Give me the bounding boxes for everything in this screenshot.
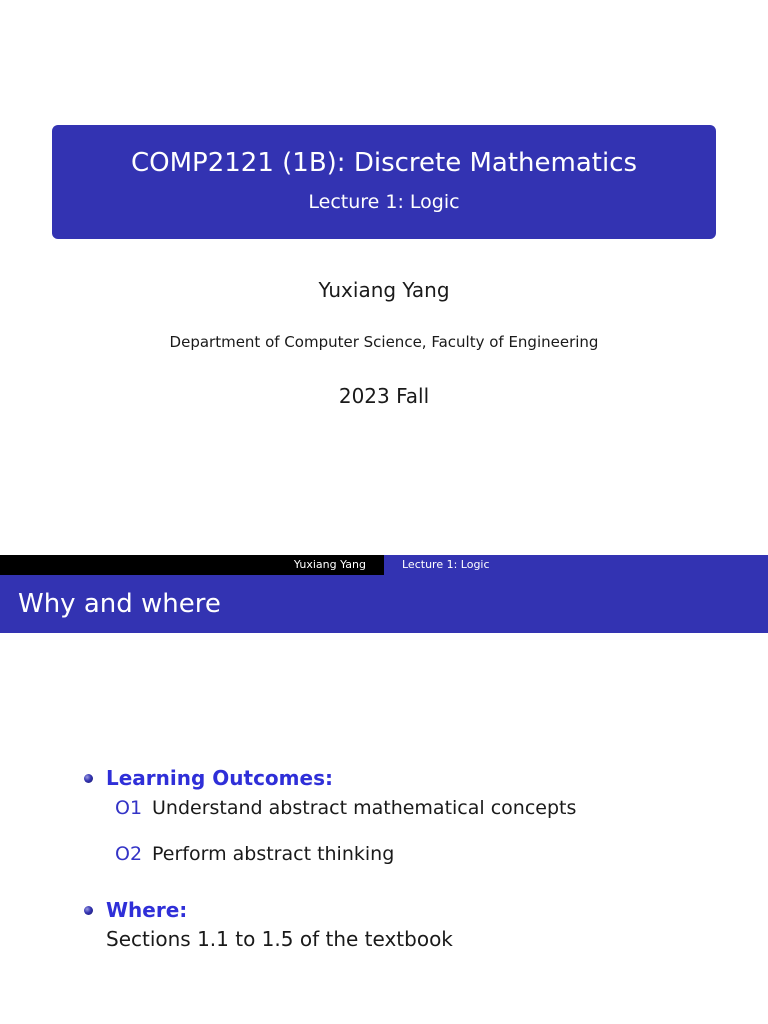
where-text: Sections 1.1 to 1.5 of the textbook xyxy=(106,927,453,951)
footline-title: Lecture 1: Logic xyxy=(402,558,490,571)
frame-title-bar xyxy=(0,575,768,633)
outcome-marker: O1 xyxy=(115,797,143,819)
presentation-subtitle: Lecture 1: Logic xyxy=(308,191,460,213)
institute: Department of Computer Science, Faculty of Engineering xyxy=(169,333,599,351)
author: Yuxiang Yang xyxy=(318,278,450,302)
bullet-icon xyxy=(84,906,93,915)
footline-author-panel xyxy=(0,555,384,575)
outcome-marker: O2 xyxy=(115,843,143,865)
frame-title: Why and where xyxy=(18,589,221,619)
title-box xyxy=(52,125,716,239)
footline-title-panel xyxy=(384,555,768,575)
date: 2023 Fall xyxy=(338,384,430,408)
outcome-text: Understand abstract mathematical concepts xyxy=(152,797,577,819)
bullet-icon xyxy=(84,774,93,783)
presentation-title: COMP2121 (1B): Discrete Mathematics xyxy=(130,148,638,178)
outcome-text: Perform abstract thinking xyxy=(152,843,395,865)
where-heading: Where: xyxy=(106,898,188,922)
footline xyxy=(0,555,768,575)
learning-outcomes-heading: Learning Outcomes: xyxy=(106,766,333,790)
footline-author: Yuxiang Yang xyxy=(293,558,366,571)
